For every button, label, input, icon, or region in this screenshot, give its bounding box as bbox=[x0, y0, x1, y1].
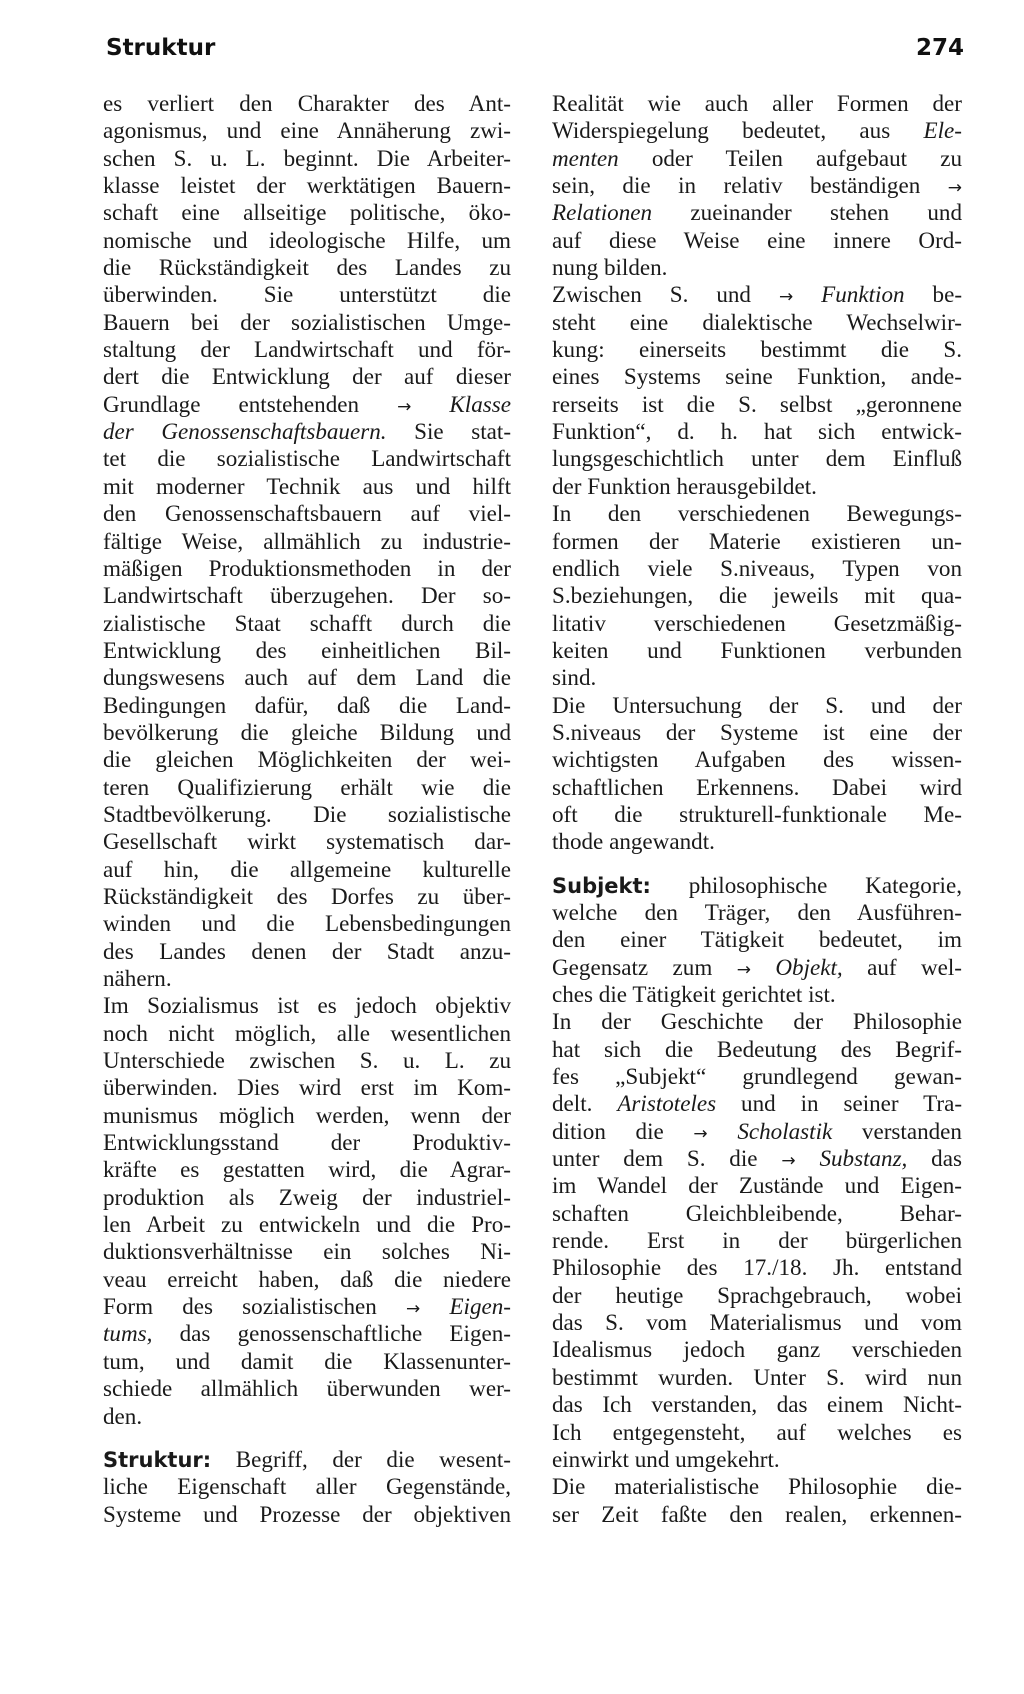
text-line: noch nicht möglich, alle wesentlichen bbox=[103, 1019, 511, 1046]
text-line: Entwicklung des einheitlichen Bil- bbox=[103, 636, 511, 663]
text-fragment: Form des sozialistischen bbox=[103, 1293, 377, 1320]
text-line bbox=[552, 1090, 962, 1117]
text-line: Idealismus jedoch ganz verschieden bbox=[552, 1336, 962, 1363]
cross-reference-link[interactable]: Substanz, bbox=[819, 1145, 908, 1172]
text-line: auf diese Weise eine innere Ord- bbox=[552, 226, 962, 253]
text-line: kräfte es gestatten wird, die Agrar- bbox=[103, 1156, 511, 1183]
text-line: schaft eine allseitige politische, öko- bbox=[103, 199, 511, 226]
text-line: der Funktion herausgebildet. bbox=[552, 472, 817, 499]
text-line: auf hin, die allgemeine kulturelle bbox=[103, 855, 511, 882]
text-line: Gesellschaft wirkt systematisch dar- bbox=[103, 828, 511, 855]
text-fragment: und in seiner Tra- bbox=[741, 1090, 963, 1117]
text-line bbox=[552, 872, 962, 899]
text-line: Systeme und Prozesse der objektiven bbox=[103, 1500, 511, 1527]
entry-spacer bbox=[103, 1430, 511, 1446]
text-line: Philosophie des 17./18. Jh. entstand bbox=[552, 1254, 962, 1281]
text-line: Im Sozialismus ist es jedoch objektiv bbox=[103, 992, 511, 1019]
text-line: produktion als Zweig der industriel- bbox=[103, 1183, 511, 1210]
text-line bbox=[103, 1320, 511, 1347]
paragraph-stadt-land-continuation bbox=[103, 90, 511, 992]
text-fragment: das genossenschaftliche Eigen- bbox=[179, 1320, 511, 1347]
text-line: Stadtbevölkerung. Die sozialistische bbox=[103, 800, 511, 827]
text-fragment: Grundlage entstehenden bbox=[103, 390, 360, 417]
text-line: lungsgeschichtlich unter dem Einfluß bbox=[552, 445, 962, 472]
text-line: zialistische Staat schafft durch die bbox=[103, 609, 511, 636]
text-line: schaftlichen Erkennens. Dabei wird bbox=[552, 773, 962, 800]
text-line: Die materialistische Philosophie die- bbox=[552, 1473, 962, 1500]
text-line: die gleichen Möglichkeiten der wei- bbox=[103, 746, 511, 773]
cross-reference-link[interactable]: tums, bbox=[103, 1320, 153, 1347]
text-fragment: philosophische Kategorie, bbox=[688, 871, 962, 898]
cross-reference-link[interactable]: der Genossenschaftsbauern. bbox=[103, 418, 387, 445]
text-fragment: Gegensatz zum bbox=[552, 953, 713, 980]
text-line: im Wandel der Zustände und Eigen- bbox=[552, 1172, 962, 1199]
text-line: schiede allmählich überwunden wer- bbox=[103, 1375, 511, 1402]
text-line: Funktion“, d. h. hat sich entwick- bbox=[552, 418, 962, 445]
text-line: den einer Tätigkeit bedeutet, im bbox=[552, 926, 962, 953]
cross-reference-link[interactable]: menten bbox=[552, 144, 619, 171]
text-line: keiten und Funktionen verbunden bbox=[552, 636, 962, 663]
text-line: S.niveaus der Systeme ist eine der bbox=[552, 718, 962, 745]
text-line bbox=[103, 391, 511, 418]
text-line: eines Systems seine Funktion, ande- bbox=[552, 363, 962, 390]
text-line bbox=[552, 1145, 962, 1172]
text-line: veau erreicht haben, daß die niedere bbox=[103, 1265, 511, 1292]
text-line: kung: einerseits bestimmt die S. bbox=[552, 336, 962, 363]
text-line: In der Geschichte der Philosophie bbox=[552, 1008, 962, 1035]
text-line: Realität wie auch aller Formen der bbox=[552, 90, 962, 116]
headword-struktur: Struktur: bbox=[103, 1447, 212, 1472]
text-line: tum, und damit die Klassenunter- bbox=[103, 1347, 511, 1374]
text-line: len Arbeit zu entwickeln und die Pro- bbox=[103, 1211, 511, 1238]
text-line: duktionsverhältnisse ein solches Ni- bbox=[103, 1238, 511, 1265]
text-line: wichtigsten Aufgaben des wissen- bbox=[552, 746, 962, 773]
paragraph-struktur-definition bbox=[552, 90, 962, 281]
arrow-icon: → bbox=[736, 959, 751, 980]
arrow-icon: → bbox=[406, 1299, 421, 1320]
arrow-icon: → bbox=[778, 287, 794, 308]
text-line: das Ich verstanden, das einem Nicht- bbox=[552, 1391, 962, 1418]
cross-reference-link[interactable]: Klasse bbox=[449, 390, 511, 417]
text-line: mit moderner Technik aus und hilft bbox=[103, 472, 511, 499]
text-line: Bauern bei der sozialistischen Umge- bbox=[103, 308, 511, 335]
paragraph-funktion bbox=[552, 281, 962, 500]
text-line bbox=[103, 1293, 511, 1320]
text-fragment: sein, die in relativ beständigen bbox=[552, 172, 921, 199]
text-fragment: zueinander stehen und bbox=[690, 199, 962, 226]
page-number: 274 bbox=[915, 35, 964, 61]
text-line: sind. bbox=[552, 664, 597, 691]
text-line: nung bilden. bbox=[552, 254, 668, 281]
text-line: mäßigen Produktionsmethoden in der bbox=[103, 554, 511, 581]
cross-reference-link[interactable]: Funktion bbox=[821, 281, 905, 308]
text-line: Landwirtschaft überzugehen. Der so- bbox=[103, 582, 511, 609]
text-line: winden und die Lebensbedingungen bbox=[103, 910, 511, 937]
text-line: überwinden. Dies wird erst im Kom- bbox=[103, 1074, 511, 1101]
text-line: thode angewandt. bbox=[552, 828, 715, 855]
text-line: teren Qualifizierung erhält wie die bbox=[103, 773, 511, 800]
text-line: ches die Tätigkeit gerichtet ist. bbox=[552, 981, 836, 1007]
text-fragment: Widerspiegelung bedeutet, aus bbox=[552, 117, 891, 144]
text-fragment: Begriff, der die wesent- bbox=[235, 1445, 511, 1472]
text-line: Entwicklungsstand der Produktiv- bbox=[103, 1129, 511, 1156]
text-line: den Genossenschaftsbauern auf viel- bbox=[103, 500, 511, 527]
text-line: schaften Gleichbleibende, Behar- bbox=[552, 1199, 962, 1226]
text-line: fes „Subjekt“ grundlegend gewan- bbox=[552, 1063, 962, 1090]
text-line: steht eine dialektische Wechselwir- bbox=[552, 308, 962, 335]
text-line: hat sich die Bedeutung des Begrif- bbox=[552, 1035, 962, 1062]
text-line: tet die sozialistische Landwirtschaft bbox=[103, 445, 511, 472]
text-line bbox=[552, 199, 962, 226]
arrow-icon: → bbox=[947, 178, 962, 199]
entry-struktur bbox=[103, 1446, 511, 1528]
text-line: nähern. bbox=[103, 965, 172, 991]
text-line: den. bbox=[103, 1402, 143, 1429]
text-line: Rückständigkeit des Dorfes zu über- bbox=[103, 882, 511, 909]
text-line: schen S. u. L. beginnt. Die Arbeiter- bbox=[103, 144, 511, 171]
text-fragment: oder Teilen aufgebaut zu bbox=[651, 144, 962, 171]
text-fragment: be- bbox=[932, 281, 963, 308]
text-fragment: Zwischen S. und bbox=[552, 281, 751, 308]
text-line: es verliert den Charakter des Ant- bbox=[103, 90, 511, 116]
text-line: dert die Entwicklung der auf dieser bbox=[103, 363, 511, 390]
paragraph-sozialismus bbox=[103, 992, 511, 1430]
paragraph-materialistisch bbox=[552, 1473, 962, 1528]
text-fragment: Sie stat- bbox=[414, 418, 512, 445]
text-line: munismus möglich werden, wenn der bbox=[103, 1101, 511, 1128]
text-line: bestimmt wurden. Unter S. wird nun bbox=[552, 1363, 962, 1390]
text-line: agonismus, und eine Annäherung zwi- bbox=[103, 117, 511, 144]
cross-reference-link[interactable]: Ele- bbox=[923, 117, 962, 144]
running-title: Struktur bbox=[106, 35, 216, 61]
text-line: der heutige Sprachgebrauch, wobei bbox=[552, 1281, 962, 1308]
text-line: staltung der Landwirtschaft und för- bbox=[103, 336, 511, 363]
text-line: rende. Erst in der bürgerlichen bbox=[552, 1227, 962, 1254]
text-line: die Rückständigkeit des Landes zu bbox=[103, 254, 511, 281]
text-line: oft die strukturell-funktionale Me- bbox=[552, 800, 962, 827]
text-line: Unterschiede zwischen S. u. L. zu bbox=[103, 1047, 511, 1074]
text-fragment: verstanden bbox=[861, 1117, 962, 1144]
entry-spacer bbox=[552, 856, 962, 872]
text-line: klasse leistet der werktätigen Bauern- bbox=[103, 172, 511, 199]
text-line: endlich viele S.niveaus, Typen von bbox=[552, 554, 962, 581]
text-line bbox=[103, 1446, 511, 1473]
left-column bbox=[103, 90, 511, 1528]
cross-reference-link[interactable]: Relationen bbox=[552, 199, 653, 226]
text-line: rerseits ist die S. selbst „geronnene bbox=[552, 390, 962, 417]
headword-subjekt: Subjekt: bbox=[552, 873, 651, 898]
cross-reference-link[interactable]: Scholastik bbox=[737, 1117, 833, 1144]
text-line: Die Untersuchung der S. und der bbox=[552, 691, 962, 718]
arrow-icon: → bbox=[397, 396, 412, 417]
text-line: Ich entgegensteht, auf welches es bbox=[552, 1418, 962, 1445]
text-line: bevölkerung die gleiche Bildung und bbox=[103, 718, 511, 745]
paragraph-geschichte bbox=[552, 1008, 962, 1473]
text-fragment: delt. bbox=[552, 1090, 593, 1117]
text-line: fältige Weise, allmählich zu industrie- bbox=[103, 527, 511, 554]
text-line bbox=[552, 117, 962, 144]
arrow-icon: → bbox=[781, 1151, 796, 1172]
text-line bbox=[552, 172, 962, 199]
text-line: welche den Träger, den Ausführen- bbox=[552, 898, 962, 925]
text-line: Bedingungen dafür, daß die Land- bbox=[103, 691, 511, 718]
cross-reference-link[interactable]: Objekt, bbox=[775, 953, 843, 980]
text-line: nomische und ideologische Hilfe, um bbox=[103, 226, 511, 253]
text-line: dungswesens auch auf dem Land die bbox=[103, 664, 511, 691]
text-fragment: unter dem S. die bbox=[552, 1145, 758, 1172]
text-fragment: dition die bbox=[552, 1117, 664, 1144]
text-line: formen der Materie existieren un- bbox=[552, 527, 962, 554]
text-line: überwinden. Sie unterstützt die bbox=[103, 281, 511, 308]
paragraph-untersuchung bbox=[552, 692, 962, 856]
text-line bbox=[552, 1118, 962, 1145]
text-line: ser Zeit faßte den realen, erkennen- bbox=[552, 1500, 962, 1527]
text-line bbox=[552, 954, 962, 981]
text-line bbox=[552, 281, 962, 308]
text-line: einwirkt und umgekehrt. bbox=[552, 1445, 780, 1472]
text-line: S.beziehungen, die jeweils mit qua- bbox=[552, 582, 962, 609]
text-line: das S. vom Materialismus und vom bbox=[552, 1309, 962, 1336]
paragraph-bewegungsformen bbox=[552, 500, 962, 691]
cross-reference-link[interactable]: Aristoteles bbox=[617, 1090, 717, 1117]
text-line bbox=[103, 418, 511, 445]
text-fragment: auf wel- bbox=[867, 953, 962, 980]
text-line: In den verschiedenen Bewegungs- bbox=[552, 500, 962, 527]
cross-reference-link[interactable]: Eigen- bbox=[449, 1293, 511, 1320]
entry-subjekt bbox=[552, 872, 962, 1009]
text-line: litativ verschiedenen Gesetzmäßig- bbox=[552, 609, 962, 636]
text-line: liche Eigenschaft aller Gegenstände, bbox=[103, 1473, 511, 1500]
text-line bbox=[552, 145, 962, 172]
right-column bbox=[552, 90, 962, 1528]
text-line: des Landes denen der Stadt anzu- bbox=[103, 937, 511, 964]
arrow-icon: → bbox=[693, 1123, 708, 1144]
text-fragment: das bbox=[931, 1145, 962, 1172]
